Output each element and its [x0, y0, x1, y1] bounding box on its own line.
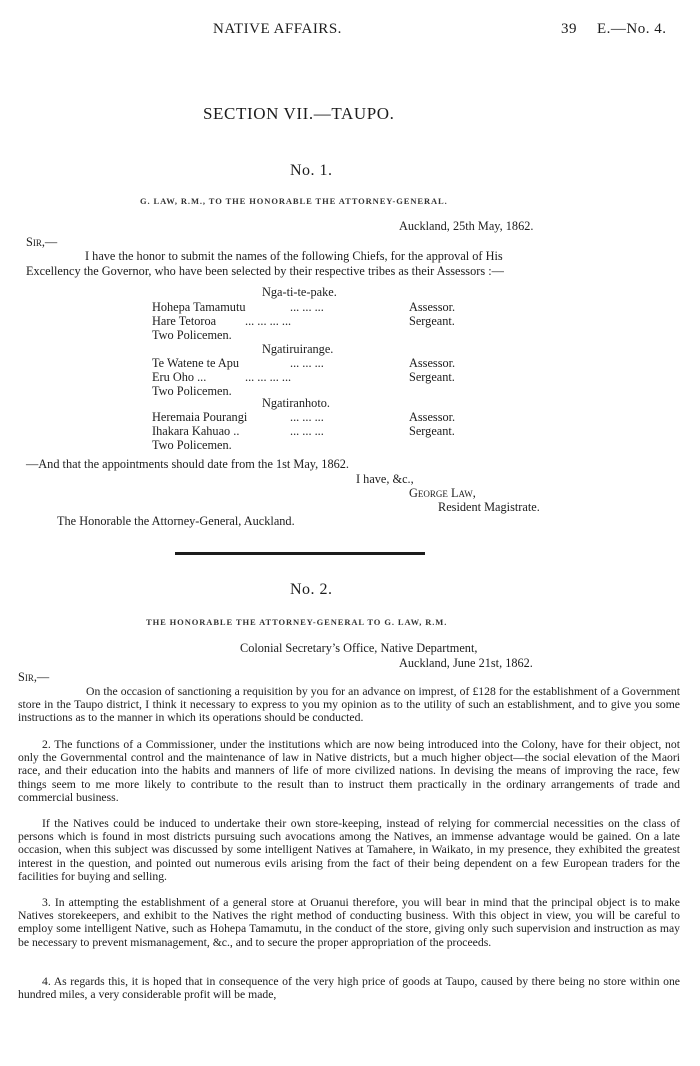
letter-2-place-date: Auckland, June 21st, 1862. [399, 656, 533, 670]
letter-1-body-line-1: I have the honor to submit the names of the following Chiefs, for the approval of His [85, 249, 503, 263]
policemen-line: Two Policemen. [152, 438, 232, 452]
tribe-heading: Ngatiruirange. [262, 342, 334, 356]
leader-dots: ... ... ... [290, 410, 324, 424]
section-divider-rule [175, 552, 425, 555]
letter-1-closing-line: —And that the appointments should date from the 1st May, 1862. [26, 457, 349, 471]
letter-2-paragraph-3: If the Natives could be induced to undertake their own store-keeping, instead of relying for commercial necessities on the class of persons which is found in most districts pursuing such avocations among the Natives, an immense advantage would be gained. On a late occasion, when this subject was discussed by some intelligent Natives at Tamahere, in Waikato, in my presence, they exhibited the greatest interest in the question, and pointed out numerous evils arising from the fact of their being dependent on a few European traders for the facilities for buying and selling. [18, 817, 680, 883]
letter-1-caption: G. LAW, R.M., TO THE HONORABLE THE ATTORNEY-GENERAL. [140, 196, 448, 206]
letter-1-number: No. 1. [290, 162, 333, 179]
assessor-name: Te Watene te Apu [152, 356, 240, 370]
policemen-line: Two Policemen. [152, 384, 232, 398]
leader-dots: ... ... ... [290, 300, 324, 314]
assessor-name: Hohepa Tamamutu [152, 300, 246, 314]
leader-dots: ... ... ... ... [245, 370, 292, 384]
letter-2-paragraph-2: 2. The functions of a Commissioner, under the institutions which are now being introduced into the Colony, have for their object, not only the Governmental control and the maintenance of law in Native districts, but a much higher object—the social elevation of the Maori race, and their education into the habits and manners of life of more civilized nations. In devising the means of improving the race, few things seem to me more likely to contribute to the result than to instruct them practically in the ordinary arrangements of trade and commercial business. [18, 738, 680, 804]
letter-1-salutation: Sir,— [26, 235, 58, 249]
leader-dots: ... ... ... ... [245, 314, 292, 328]
letter-1-signature: George Law, [409, 486, 476, 500]
sergeant-role: Sergeant. [409, 370, 455, 384]
page-number: 39 [561, 21, 577, 37]
sergeant-name: Ihakara Kahuao .. [152, 424, 240, 438]
section-title: SECTION VII.—TAUPO. [203, 104, 395, 123]
assessor-role: Assessor. [409, 356, 456, 370]
letter-1-signature-title: Resident Magistrate. [438, 500, 540, 514]
sergeant-name: Hare Tetoroa [152, 314, 217, 328]
letter-2-caption: THE HONORABLE THE ATTORNEY-GENERAL TO G. LAW, R.M. [146, 617, 448, 627]
tribe-heading: Nga-ti-te-pake. [262, 285, 337, 299]
leader-dots: ... ... ... [290, 424, 324, 438]
document-reference: E.—No. 4. [597, 21, 667, 37]
assessor-name: Heremaia Pourangi [152, 410, 248, 424]
letter-1-addressee: The Honorable the Attorney-General, Auckland. [57, 514, 295, 528]
running-header-title: NATIVE AFFAIRS. [213, 21, 342, 37]
letter-2-number: No. 2. [290, 581, 333, 598]
sergeant-name: Eru Oho ... [152, 370, 207, 384]
letter-2-paragraph-4: 3. In attempting the establishment of a general store at Oruanui therefore, you will bear in mind that the principal object is to make Natives storekeepers, and exhibit to the Natives the right method of conducting business. With this object in view, you will be careful to employ some intelligent Native, such as Hohepa Tamamutu, in the conduct of the store, giving only such supervision and instruction as may be necessary to prevent mismanagement, &c., and to secure the proper appropriation of the proceeds. [18, 896, 680, 949]
letter-1-i-have: I have, &c., [356, 472, 414, 486]
letter-1-place-date: Auckland, 25th May, 1862. [399, 219, 534, 233]
letter-2-salutation: Sir,— [18, 670, 50, 684]
sergeant-role: Sergeant. [409, 424, 455, 438]
policemen-line: Two Policemen. [152, 328, 232, 342]
letter-2-paragraph-1: On the occasion of sanctioning a requisition by you for an advance on imprest, of £128 for the establishment of a Government store in the Taupo district, I think it necessary to express to you my opinion as to the utility of such an establishment, and to give you some instructions as to the manner in which its operations should be conducted. [18, 685, 680, 725]
assessor-role: Assessor. [409, 300, 456, 314]
tribe-heading: Ngatiranhoto. [262, 396, 330, 410]
letter-2-office: Colonial Secretary’s Office, Native Department, [240, 641, 478, 655]
assessor-role: Assessor. [409, 410, 456, 424]
sergeant-role: Sergeant. [409, 314, 455, 328]
letter-1-body-line-2: Excellency the Governor, who have been selected by their respective tribes as their Assessors :— [26, 264, 504, 278]
letter-2-paragraph-5: 4. As regards this, it is hoped that in consequence of the very high price of goods at Taupo, caused by there being no store within one hundred miles, a very considerable profit will be made, [18, 975, 680, 1002]
leader-dots: ... ... ... [290, 356, 324, 370]
